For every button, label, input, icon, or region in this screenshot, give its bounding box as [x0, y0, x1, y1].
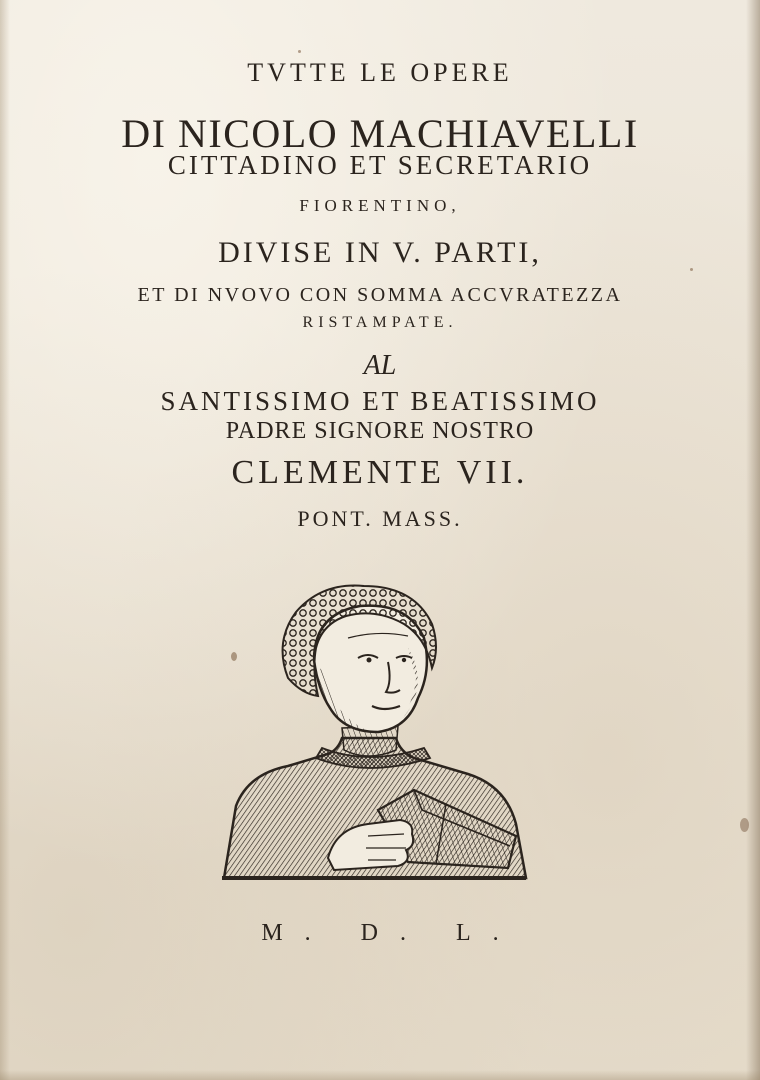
foxing-spot: [298, 50, 301, 53]
title-line-tutte-le-opere: TVTTE LE OPERE: [247, 58, 513, 87]
title-line-divise: DIVISE IN V. PARTI,: [218, 236, 542, 269]
page-bottom-edge: [0, 1070, 760, 1080]
woodcut-portrait: [218, 578, 530, 886]
title-line-clemente: CLEMENTE VII.: [231, 454, 529, 491]
title-line-pont-mass: PONT. MASS.: [297, 506, 463, 531]
title-line-padre: PADRE SIGNORE NOSTRO: [225, 418, 535, 444]
title-line-author: DI NICOLO MACHIAVELLI: [121, 111, 639, 156]
publication-date: M. D. L.: [261, 920, 521, 946]
title-line-di-nuovo: ET DI NVOVO CON SOMMA ACCVRATEZZA: [137, 284, 623, 306]
title-line-santissimo: SANTISSIMO ET BEATISSIMO: [160, 386, 600, 416]
foxing-spot: [740, 818, 749, 832]
title-line-ristampate: RISTAMPATE.: [302, 314, 458, 331]
title-line-al: AL: [363, 350, 397, 381]
title-line-cittadino: CITTADINO ET SECRETARIO: [167, 150, 593, 180]
title-line-fiorentino: FIORENTINO,: [299, 196, 461, 215]
